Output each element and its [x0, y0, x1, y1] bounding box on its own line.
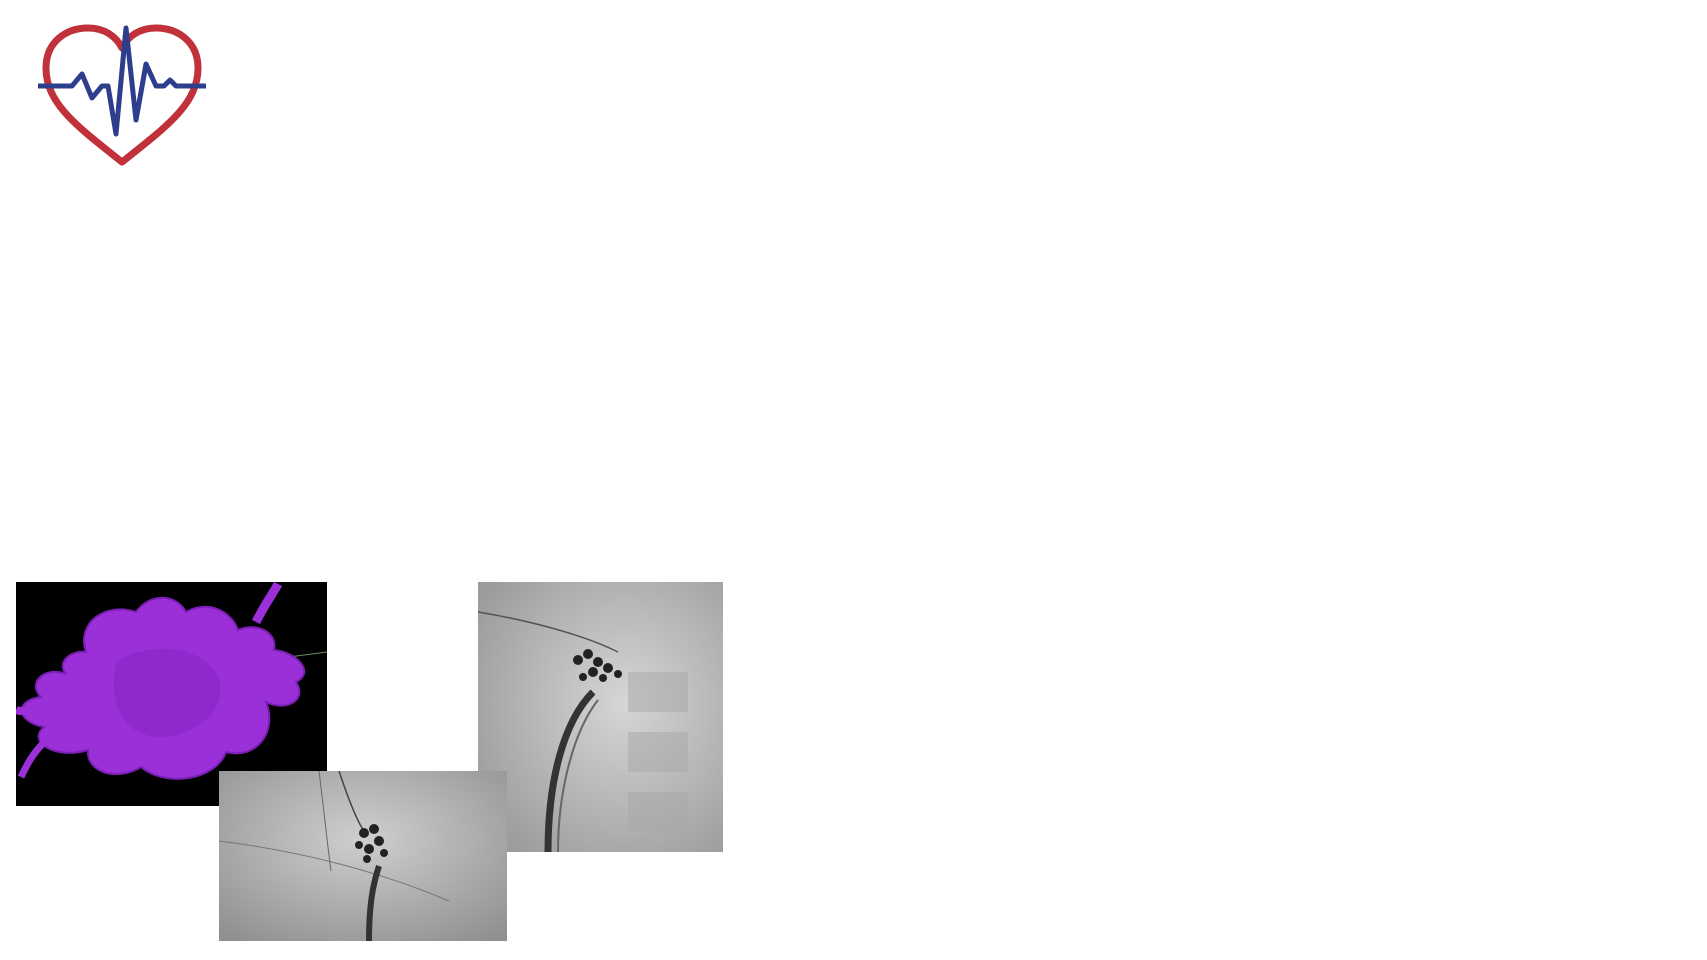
fluoroscopy-image-right — [478, 582, 723, 852]
heart-ecg-logo-icon — [38, 22, 206, 172]
logo — [38, 22, 206, 172]
fluoroscopy-image-bottom — [219, 771, 507, 941]
